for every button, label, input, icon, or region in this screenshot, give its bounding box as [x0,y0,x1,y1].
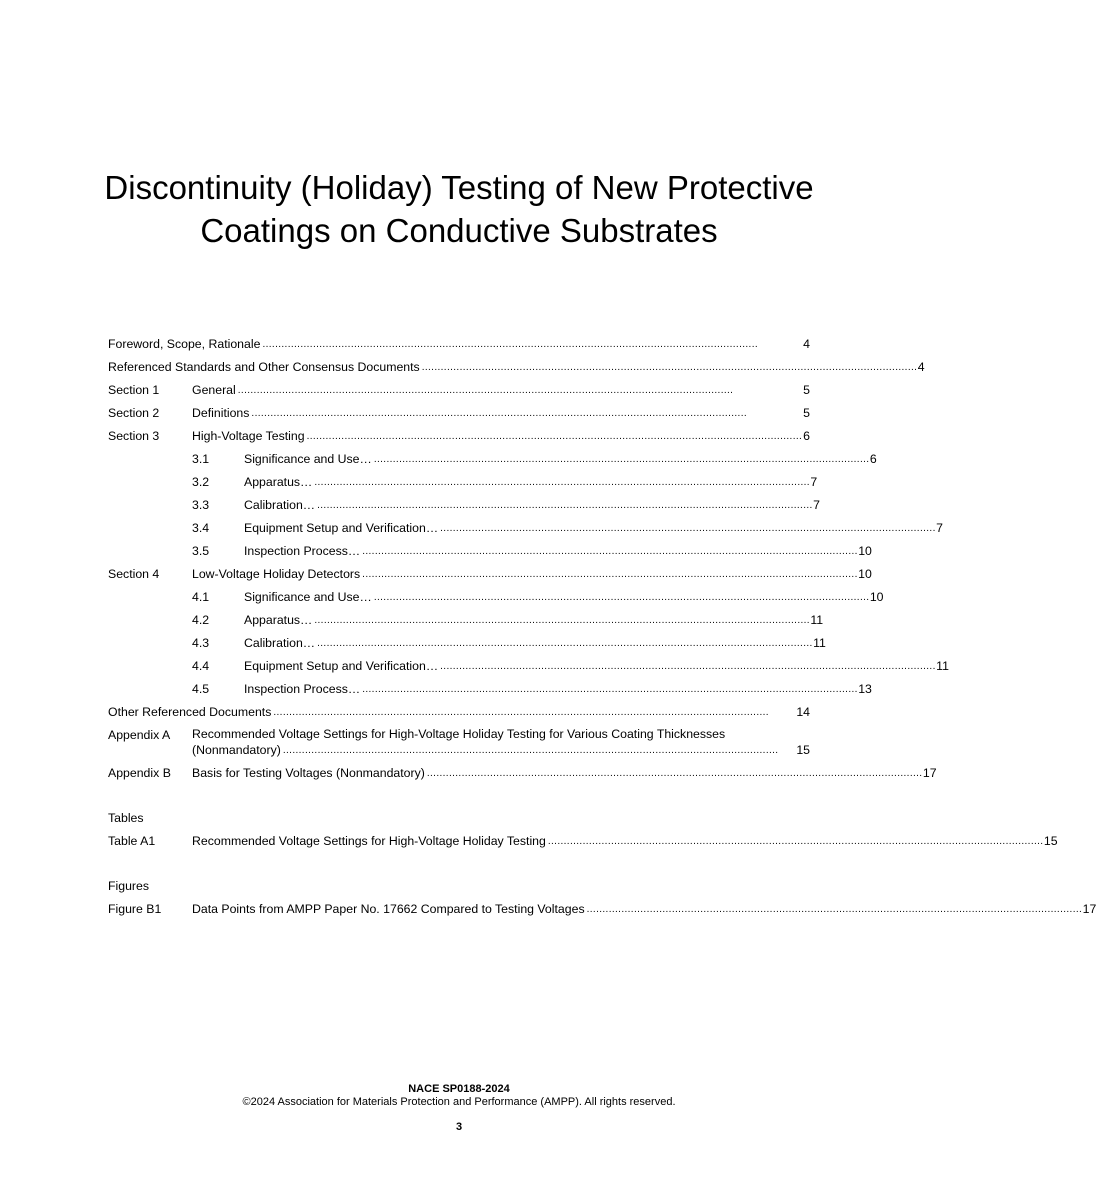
toc-section-label: Section 1 [108,383,160,397]
toc-entry-appendix-a[interactable] [108,720,810,758]
toc-entry-section-3[interactable] [108,421,810,444]
toc-entry-section-1[interactable] [108,375,810,398]
toc-leader [427,765,921,781]
toc-entry-text: Inspection Process… [244,682,361,696]
toc-page-number: 7 [810,475,818,489]
toc-page-number: 5 [803,383,810,397]
toc-entry-text: General [192,383,236,397]
page-number: 3 [455,1121,463,1133]
toc-leader [422,359,916,375]
copyright-notice: ©2024 Association for Materials Protection and Performance (AMPP). All rights reserved. [242,1096,676,1108]
toc-entry-text-line2: (Nonmandatory) [192,743,281,757]
toc-leader [374,451,868,467]
toc-entry-text: Significance and Use… [244,590,372,604]
toc-entry-referenced-standards[interactable] [108,352,925,375]
toc-page-number: 15 [796,743,810,757]
toc-leader [251,405,801,421]
toc-figures-heading: Figures [108,879,150,893]
toc-entry-3-2[interactable] [108,467,818,490]
toc-entry-section-2[interactable] [108,398,810,421]
toc-leader [362,681,856,697]
toc-subsection-number: 3.5 [192,544,210,558]
document-id: NACE SP0188-2024 [408,1083,510,1095]
toc-entry-text: Definitions [192,406,250,420]
toc-entry-4-2[interactable] [108,605,824,628]
toc-appendix-label: Appendix B [108,766,171,780]
toc-leader [362,566,856,582]
toc-entry-4-4[interactable] [108,651,949,674]
toc-page-number: 6 [803,429,810,443]
toc-entry-section-4[interactable] [108,559,872,582]
toc-entry-text: Apparatus… [244,475,313,489]
toc-page-number: 14 [796,705,810,719]
toc-leader [548,833,1042,849]
toc-entry-text: Data Points from AMPP Paper No. 17662 Compared to Testing Voltages [192,902,585,916]
toc-tables-heading: Tables [108,811,144,825]
toc-entry-3-4[interactable] [108,513,943,536]
toc-entry-text: Foreword, Scope, Rationale [108,337,261,351]
toc-leader [283,742,794,758]
toc-entry-3-5[interactable] [108,536,872,559]
toc-entry-text: Equipment Setup and Verification… [244,521,439,535]
toc-page-number: 7 [936,521,943,535]
toc-entry-text: Apparatus… [244,613,313,627]
toc-leader [374,589,868,605]
toc-entry-text: Significance and Use… [244,452,372,466]
toc-leader [587,901,1081,917]
page-footer [0,1083,918,1134]
toc-figure-label: Figure B1 [108,902,162,916]
toc-entry-text: Equipment Setup and Verification… [244,659,439,673]
toc-page-number: 15 [1043,834,1058,848]
table-of-contents [108,329,1096,917]
toc-page-number: 17 [922,766,937,780]
toc-entry-text: Calibration… [244,636,316,650]
toc-leader [362,543,856,559]
toc-subsection-number: 3.3 [192,498,210,512]
toc-entry-figure-b1[interactable] [108,894,1096,917]
toc-entry-text: Calibration… [244,498,316,512]
toc-leader [273,704,794,720]
toc-leader [314,474,808,490]
toc-entry-text: Referenced Standards and Other Consensus Documents [108,360,420,374]
toc-page-number: 11 [810,613,824,627]
toc-entry-other-referenced[interactable] [108,697,810,720]
toc-leader [238,382,801,398]
toc-page-number: 10 [869,590,884,604]
toc-page-number: 4 [917,360,925,374]
toc-entry-text: Basis for Testing Voltages (Nonmandatory) [192,766,425,780]
toc-page-number: 11 [813,636,826,650]
toc-subsection-number: 4.3 [192,636,210,650]
toc-entry-table-a1[interactable] [108,826,1058,849]
toc-section-label: Section 2 [108,406,160,420]
toc-page-number: 5 [803,406,810,420]
toc-section-label: Section 4 [108,567,160,581]
toc-leader [307,428,802,444]
toc-leader [262,336,801,352]
toc-page-number: 10 [858,567,872,581]
toc-entry-text: Inspection Process… [244,544,361,558]
toc-leader [440,520,934,536]
document-title: Discontinuity (Holiday) Testing of New Protective Coatings on Conductive Substrates [104,169,814,249]
toc-entry-appendix-b[interactable] [108,758,937,781]
toc-page-number: 6 [869,452,877,466]
toc-leader [317,635,811,651]
toc-entry-4-5[interactable] [108,674,872,697]
toc-leader [440,658,934,674]
toc-appendix-label: Appendix A [108,728,171,742]
toc-subsection-number: 4.5 [192,682,210,696]
toc-page-number: 11 [936,659,949,673]
toc-entry-foreword[interactable] [108,329,810,352]
toc-table-label: Table A1 [108,834,156,848]
toc-entry-3-1[interactable] [108,444,877,467]
toc-entry-text: Other Referenced Documents [108,705,272,719]
toc-page-number: 7 [813,498,820,512]
toc-page-number: 13 [858,682,872,696]
toc-subsection-number: 4.1 [192,590,210,604]
toc-section-label: Section 3 [108,429,160,443]
toc-subsection-number: 3.2 [192,475,210,489]
toc-subsection-number: 4.2 [192,613,210,627]
toc-page-number: 10 [858,544,872,558]
toc-page-number: 4 [803,337,810,351]
toc-subsection-number: 4.4 [192,659,210,673]
toc-entry-4-3[interactable] [108,628,826,651]
toc-entry-4-1[interactable] [108,582,884,605]
toc-entry-text: Recommended Voltage Settings for High-Voltage Holiday Testing [192,834,546,848]
toc-leader [317,497,811,513]
toc-entry-text: High-Voltage Testing [192,429,305,443]
toc-page-number: 17 [1082,902,1096,916]
toc-entry-text-line1: Recommended Voltage Settings for High-Voltage Holiday Testing for Various Coating Thicknesses [192,727,726,741]
toc-leader [314,612,808,628]
toc-entry-text: Low-Voltage Holiday Detectors [192,567,361,581]
toc-subsection-number: 3.1 [192,452,210,466]
toc-subsection-number: 3.4 [192,521,210,535]
toc-entry-3-3[interactable] [108,490,820,513]
